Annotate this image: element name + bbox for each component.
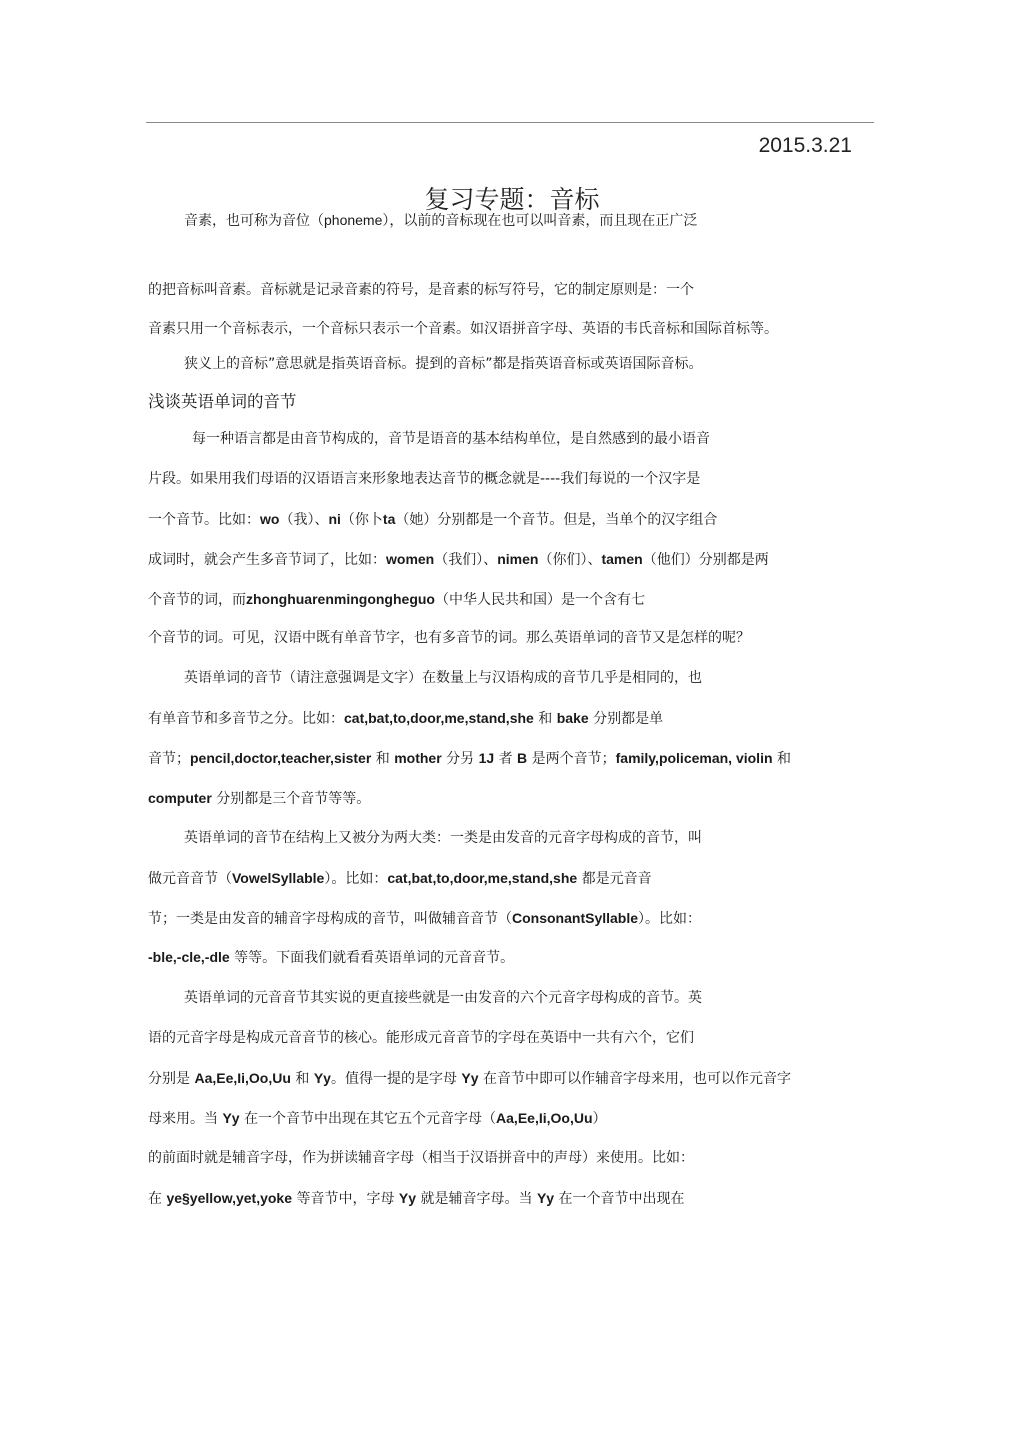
text-run: 和 (375, 751, 390, 767)
text-run: 有单音节和多音节之分。比如： (148, 711, 344, 727)
intro-line-2: 的把音标叫音素。音标就是记录音素的符号，是音素的标写符号，它的制定原则是：一个 (148, 282, 694, 298)
bold-term: Aa,Ee,Ii,Oo,Uu (496, 1110, 593, 1126)
text-run: 一个音节。比如： (148, 512, 260, 528)
text-run: 音素，也可称为音位（ (184, 213, 324, 229)
text-run: 和 (776, 751, 791, 767)
p4-line-3 (148, 1069, 791, 1088)
bold-term: VowelSyllable (232, 870, 325, 886)
p1-line-4 (148, 550, 769, 569)
p1-line-5 (148, 590, 645, 609)
bold-term: ConsonantSyllable (512, 910, 639, 926)
bold-term: ye§yellow,yet,yoke (166, 1190, 293, 1206)
text-run: ）。比如： (638, 911, 702, 927)
bold-term: cat,bat,to,door,me,stand,she (387, 870, 578, 886)
p3-line-2 (148, 869, 652, 888)
text-run: 在一个音节中出现在 (558, 1191, 685, 1207)
bold-term: Yy (222, 1110, 240, 1126)
text-run: ），以前的音标现在也可以叫音素，而且现在正广泛 (382, 213, 698, 229)
text-run: 者 (498, 751, 513, 767)
text-run: 成词时，就会产生多音节词了，比如： (148, 552, 386, 568)
bold-term: B (517, 750, 528, 766)
p1-line-2: 片段。如果用我们母语的汉语语言来形象地表达音节的概念就是----我们每说的一个汉字是 (148, 471, 701, 487)
bold-term: wo (260, 511, 280, 527)
p1-line-1: 每一种语言都是由音节构成的，音节是语音的基本结构单位，是自然感到的最小语音 (192, 431, 710, 447)
bold-term: -ble,-cle,-dle (148, 949, 230, 965)
text-run: 在音节中即可以作辅音字母来用，也可以作元音字 (482, 1071, 791, 1087)
text-run: （她）分别都是一个音节。但是，当单个的汉字组合 (395, 512, 718, 528)
p4-line-1: 英语单词的元音音节其实说的更直接些就是一由发音的六个元音字母构成的音节。英 (184, 990, 702, 1006)
text-run: 分别是 (148, 1071, 190, 1087)
bold-term: tamen (601, 551, 643, 567)
bold-term: bake (556, 710, 589, 726)
p4-line-2: 语的元音字母是构成元音音节的核心。能形成元音音节的字母在英语中一共有六个，它们 (148, 1030, 694, 1046)
document-date: 2015.3.21 (758, 134, 852, 157)
text-run: 和 (295, 1071, 310, 1087)
text-run: 音节； (148, 751, 190, 767)
text-run: （你卜 (340, 512, 383, 528)
text-run: 等音节中，字母 (296, 1191, 395, 1207)
p2-line-2 (148, 709, 663, 728)
bold-term: 1J (478, 750, 495, 766)
p2-line-4 (148, 789, 370, 808)
text-run: 。值得一提的是字母 (330, 1071, 457, 1087)
text-run: 分另 (446, 751, 475, 767)
p1-line-3 (148, 510, 717, 529)
bold-term: cat,bat,to,door,me,stand,she (344, 710, 534, 726)
p2-line-3 (148, 749, 791, 768)
section-heading: 浅谈英语单词的音节 (148, 392, 297, 411)
text-run: 等等。下面我们就看看英语单词的元音音节。 (234, 950, 515, 966)
bold-term: Yy (398, 1190, 417, 1206)
bold-term: Yy (461, 1070, 479, 1086)
text-run: 在一个音节中出现在其它五个元音字母（ (244, 1111, 497, 1127)
bold-term: zhonghuarenmingongheguo (246, 591, 435, 607)
p3-line-3 (148, 909, 701, 928)
text-run: （我）、 (279, 512, 329, 528)
text-run: 做元音音节（ (148, 871, 232, 887)
text-run: 母来用。当 (148, 1111, 218, 1127)
text-run: 分别都是三个音节等等。 (216, 791, 371, 807)
bold-term: family,policeman, violin (615, 750, 773, 766)
bold-term: ta (382, 511, 396, 527)
text-run: 就是辅音字母。当 (420, 1191, 533, 1207)
header-rule (146, 122, 874, 123)
p4-line-5: 的前面时就是辅音字母，作为拼读辅音字母（相当于汉语拼音中的声母）来使用。比如： (148, 1150, 694, 1166)
p3-line-1: 英语单词的音节在结构上又被分为两大类：一类是由发音的元音字母构成的音节，叫 (184, 830, 702, 846)
text-run: （中华人民共和国）是一个含有七 (434, 592, 645, 608)
text-run: 都是元音音 (581, 871, 652, 887)
intro-line-1 (184, 211, 697, 230)
bold-term: Aa,Ee,Ii,Oo,Uu (194, 1070, 291, 1086)
text-run: 是两个音节； (531, 751, 616, 767)
text-run: （我们）、 (434, 552, 498, 568)
text-run: phoneme (324, 212, 383, 228)
p2-line-1: 英语单词的音节（请注意强调是文字）在数量上与汉语构成的音节几乎是相同的，也 (184, 670, 702, 686)
text-run: 分别都是单 (593, 711, 664, 727)
p4-line-6 (148, 1189, 685, 1208)
bold-term: women (386, 551, 435, 567)
intro-line-4: 狭义上的音标”意思就是指英语音标。提到的音标”都是指英语音标或英语国际音标。 (184, 356, 703, 372)
bold-term: nimen (497, 551, 539, 567)
p4-line-4 (148, 1109, 607, 1128)
text-run: ） (592, 1111, 607, 1127)
bold-term: computer (148, 790, 212, 806)
text-run: 节；一类是由发音的辅音字母构成的音节，叫做辅音音节（ (148, 911, 512, 927)
bold-term: Yy (313, 1070, 331, 1086)
bold-term: mother (394, 750, 442, 766)
text-run: 和 (538, 711, 553, 727)
p3-line-4 (148, 948, 514, 967)
text-run: （他们）分别都是两 (642, 552, 769, 568)
bold-term: pencil,doctor,teacher,sister (190, 750, 372, 766)
text-run: 个音节的词，而 (148, 592, 246, 608)
text-run: （你们）、 (538, 552, 602, 568)
intro-line-3: 音素只用一个音标表示，一个音标只表示一个音素。如汉语拼音字母、英语的韦氏音标和国际首标等。 (148, 321, 778, 337)
bold-term: Yy (536, 1190, 555, 1206)
p1-line-6: 个音节的词。可见，汉语中既有单音节字，也有多音节的词。那么英语单词的音节又是怎样的呢？ (148, 630, 750, 646)
page-title: 复习专题：音标 (424, 185, 600, 214)
text-run: ）。比如： (324, 871, 388, 887)
bold-term: ni (328, 511, 341, 527)
text-run: 在 (148, 1191, 162, 1207)
